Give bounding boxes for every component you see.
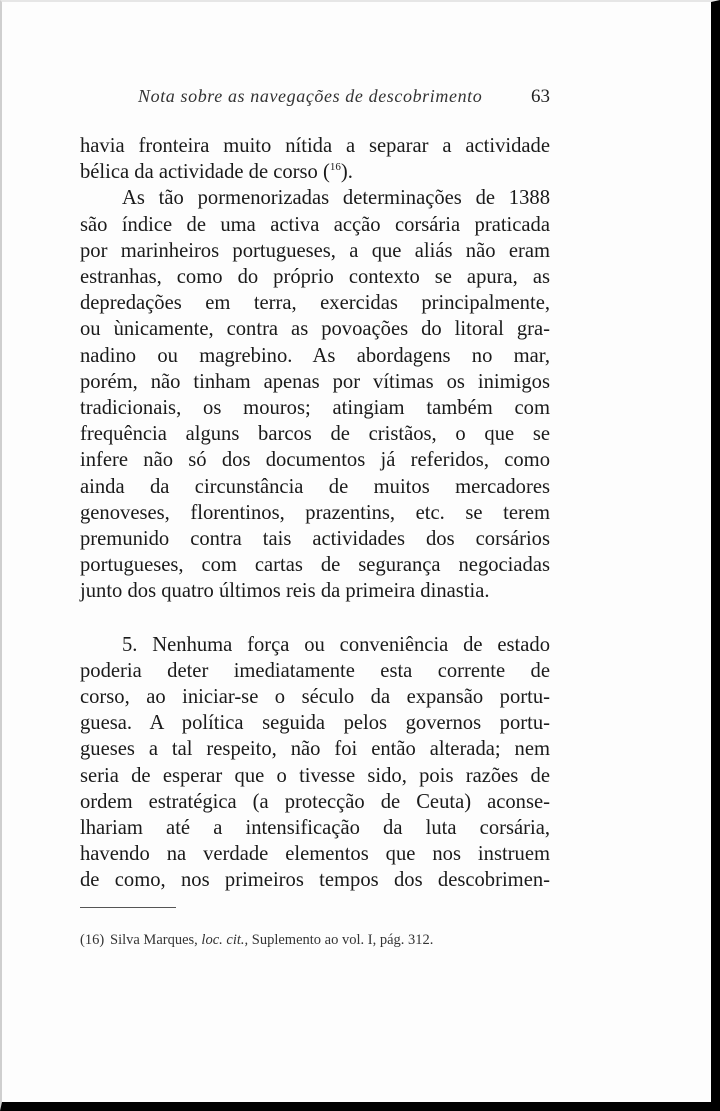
paragraph-gap: [80, 605, 550, 632]
text-line: tradicionais, os mouros; atingiam também com: [80, 397, 550, 420]
footnote: [80, 932, 550, 949]
text-line: lhariam até a intensificação da luta corsária,: [80, 817, 550, 840]
text-fragment: ).: [340, 161, 353, 184]
body-text: [80, 133, 550, 894]
paragraph-continuation: [80, 133, 550, 185]
text-line: gueses a tal respeito, não foi então alterada; nem: [80, 738, 550, 761]
text-line: ou ùnicamente, contra as povoações do litoral gra-: [80, 318, 550, 341]
running-header: [80, 86, 550, 112]
text-line: [80, 159, 550, 185]
running-title: Nota sobre as navegações de descobrimento: [138, 86, 483, 106]
text-line: seria de esperar que o tivesse sido, pois razões de: [80, 764, 550, 787]
text-line: poderia deter imediatamente esta corrente de: [80, 659, 550, 682]
text-line: depredações em terra, exercidas principalmente,: [80, 292, 550, 315]
text-line: guesa. A política seguida pelos governos portu-: [80, 712, 550, 735]
text-line: nadino ou magrebino. As abordagens no mar,: [80, 344, 550, 367]
text-line: portugueses, com cartas de segurança negociadas: [80, 554, 550, 577]
text-line: frequência alguns barcos de cristãos, o que se: [80, 423, 550, 446]
text-line: porém, não tinham apenas por vítimas os inimigos: [80, 370, 550, 393]
text-line: ordem estratégica (a protecção de Ceuta) aconse-: [80, 790, 550, 813]
text-line: As tão pormenorizadas determinações de 1388: [122, 187, 550, 210]
footnote-marker: (16): [80, 932, 105, 948]
paragraph-section-5: [80, 632, 550, 894]
text-line: por marinheiros portugueses, a que aliás não eram: [80, 239, 550, 262]
paragraph-determinations: [80, 185, 550, 604]
footnote-author: Silva Marques,: [110, 932, 198, 948]
text-line: havendo na verdade elementos que nos instruem: [80, 843, 550, 866]
text-line: de como, nos primeiros tempos dos descobrimen-: [80, 869, 550, 892]
text-line: 5. Nenhuma força ou conveniência de estado: [122, 633, 550, 656]
footnote-citation: loc. cit.,: [201, 932, 249, 948]
text-line: ainda da circunstância de muitos mercadores: [80, 475, 550, 498]
text-fragment: bélica da actividade de corso (: [80, 161, 330, 184]
text-line: são índice de uma activa acção corsária praticada: [80, 213, 550, 236]
text-line: infere não só dos documentos já referidos, como: [80, 449, 550, 472]
text-line: corso, ao iniciar-se o século da expansão portu-: [80, 686, 550, 709]
text-line: junto dos quatro últimos reis da primeira dinastia.: [80, 580, 490, 603]
footnote-reference: 16: [329, 161, 341, 174]
text-line: estranhas, como do próprio contexto se apura, as: [80, 266, 550, 289]
text-line: genoveses, florentinos, prazentins, etc. se terem: [80, 501, 550, 524]
footnote-rest: Suplemento ao vol. I, pág. 312.: [251, 932, 434, 948]
text-line: premunido contra tais actividades dos corsários: [80, 528, 550, 551]
footnote-divider: [80, 907, 176, 908]
page-number: 63: [531, 86, 550, 107]
text-line: havia fronteira muito nítida a separar a actividade: [80, 135, 550, 157]
